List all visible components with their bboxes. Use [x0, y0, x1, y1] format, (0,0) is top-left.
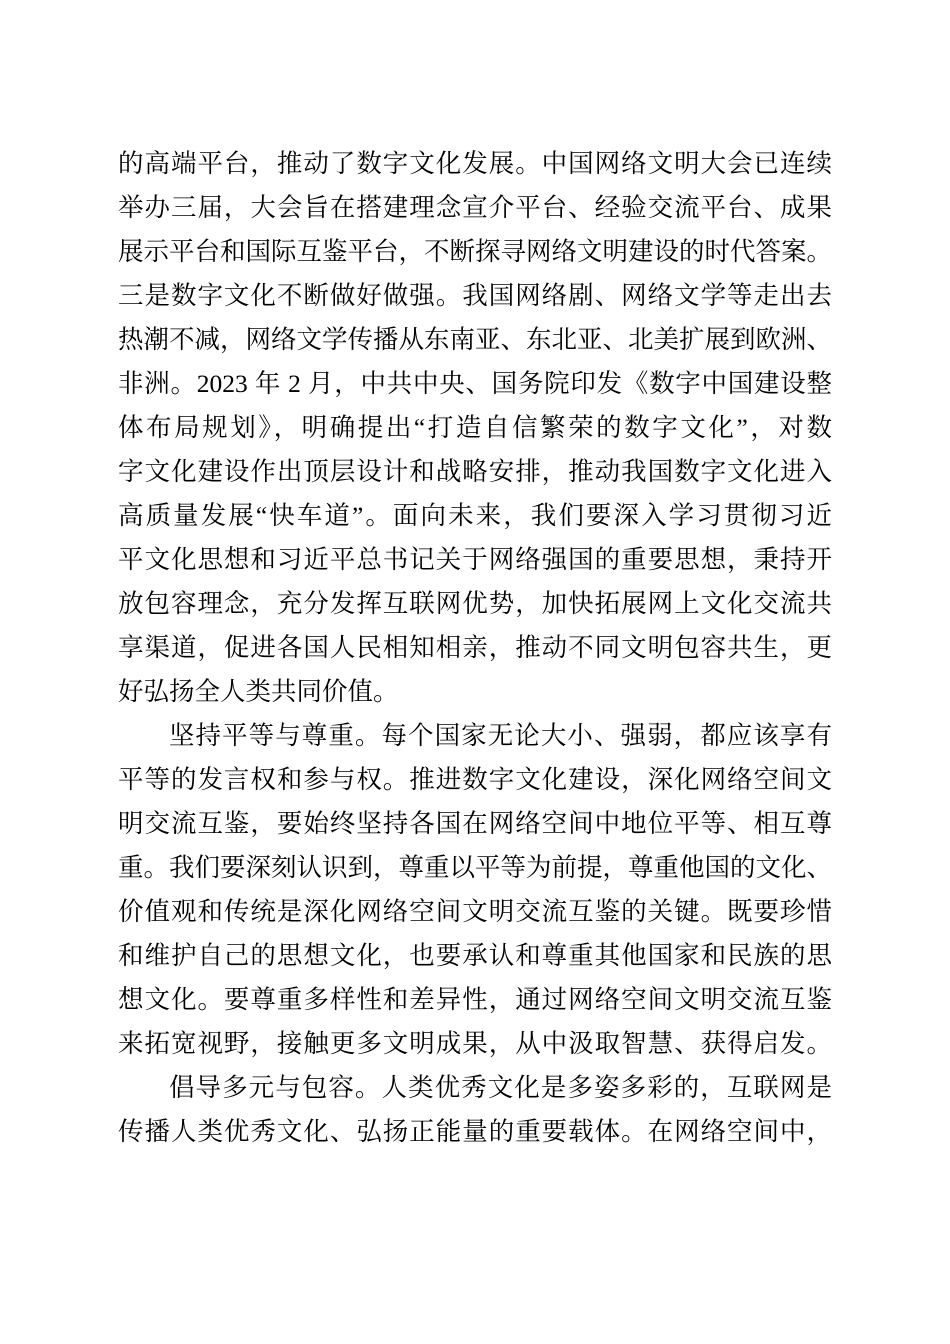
text-line: 传播人类优秀文化、弘扬正能量的重要载体。在网络空间中，	[118, 1117, 832, 1146]
text-line: 举办三届，大会旨在搭建理念宣介平台、经验交流平台、成果	[118, 193, 832, 222]
text-line: 倡导多元与包容。人类优秀文化是多姿多彩的，互联网是	[169, 1073, 832, 1102]
paragraph	[118, 142, 832, 714]
paragraph	[118, 1066, 832, 1154]
text-line: 来拓宽视野，接触更多文明成果，从中汲取智慧、获得启发。	[118, 1029, 832, 1058]
document-body	[118, 142, 832, 1154]
text-line: 放包容理念，充分发挥互联网优势，加快拓展网上文化交流共	[118, 589, 832, 618]
text-line: 非洲。2023 年 2 月，中共中央、国务院印发《数字中国建设整	[118, 369, 832, 398]
text-line: 平文化思想和习近平总书记关于网络强国的重要思想，秉持开	[118, 545, 832, 574]
text-line: 字文化建设作出顶层设计和战略安排，推动我国数字文化进入	[118, 457, 832, 486]
text-line: 三是数字文化不断做好做强。我国网络剧、网络文学等走出去	[118, 281, 832, 310]
text-line: 热潮不减，网络文学传播从东南亚、东北亚、北美扩展到欧洲、	[118, 325, 833, 354]
text-line: 想文化。要尊重多样性和差异性，通过网络空间文明交流互鉴	[118, 985, 832, 1014]
text-line: 明交流互鉴，要始终坚持各国在网络空间中地位平等、相互尊	[118, 809, 832, 838]
text-line: 平等的发言权和参与权。推进数字文化建设，深化网络空间文	[118, 765, 832, 794]
text-line: 好弘扬全人类共同价值。	[118, 677, 399, 706]
text-line: 价值观和传统是深化网络空间文明交流互鉴的关键。既要珍惜	[118, 897, 832, 926]
text-line: 高质量发展“快车道”。面向未来，我们要深入学习贯彻习近	[118, 501, 832, 530]
text-line: 重。我们要深刻认识到，尊重以平等为前提，尊重他国的文化、	[118, 853, 833, 882]
text-line: 的高端平台，推动了数字文化发展。中国网络文明大会已连续	[118, 149, 832, 178]
text-line: 体布局规划》，明确提出“打造自信繁荣的数字文化”，对数	[118, 413, 832, 442]
paragraph	[118, 714, 832, 1066]
text-line: 享渠道，促进各国人民相知相亲，推动不同文明包容共生，更	[118, 633, 832, 662]
text-line: 坚持平等与尊重。每个国家无论大小、强弱，都应该享有	[169, 721, 832, 750]
text-line: 和维护自己的思想文化，也要承认和尊重其他国家和民族的思	[118, 941, 832, 970]
text-line: 展示平台和国际互鉴平台，不断探寻网络文明建设的时代答案。	[118, 237, 833, 266]
